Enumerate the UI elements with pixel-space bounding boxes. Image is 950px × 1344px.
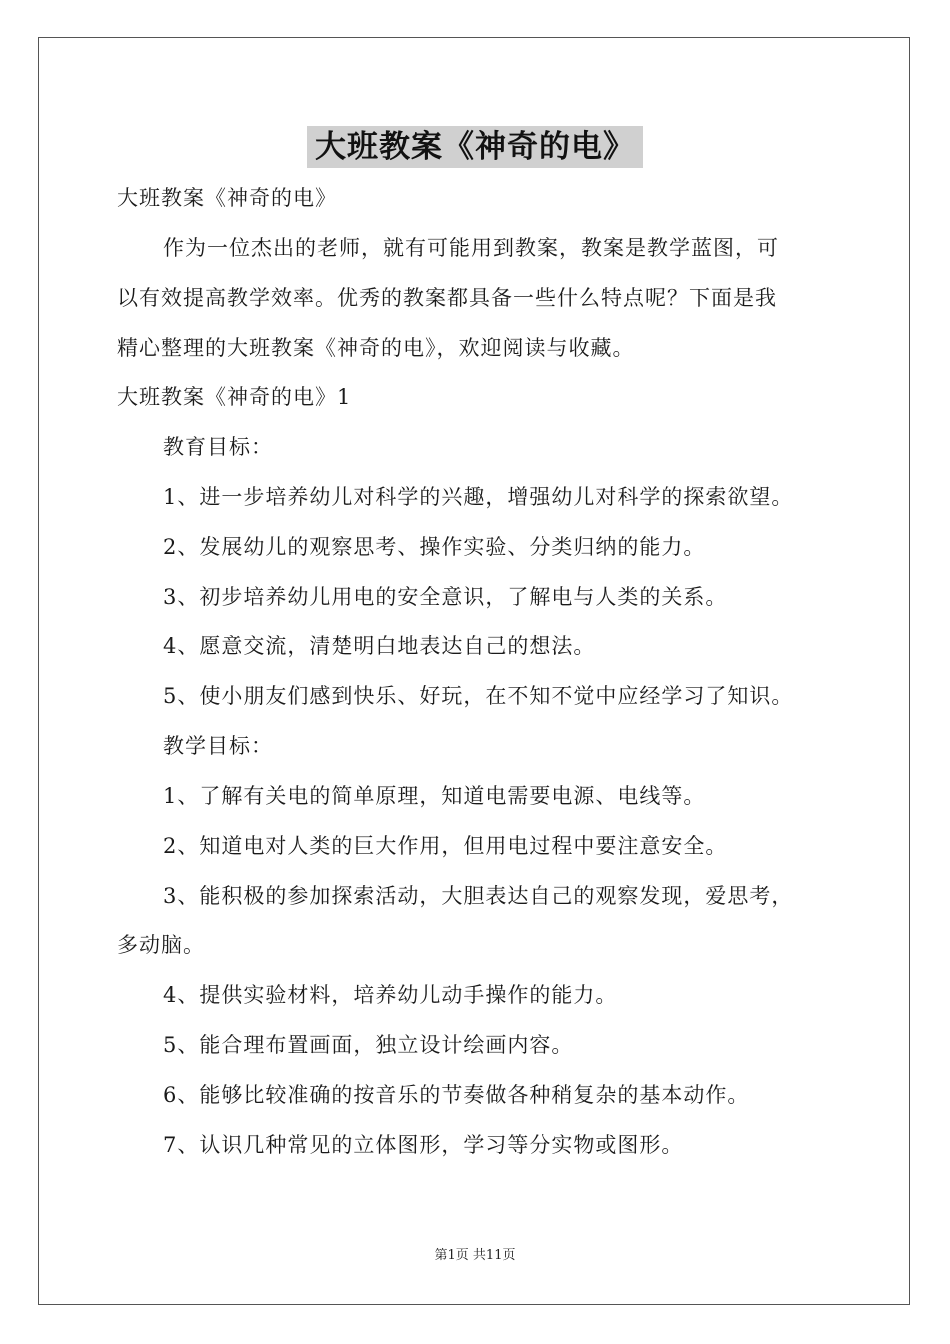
list-item: 1、了解有关电的简单原理，知道电需要电源、电线等。 xyxy=(163,784,706,808)
document-title: 大班教案《神奇的电》 xyxy=(307,126,643,168)
page-footer: 第1页 共11页 xyxy=(434,1248,516,1263)
list-item: 4、愿意交流，清楚明白地表达自己的想法。 xyxy=(163,634,596,658)
subsection-heading: 教育目标： xyxy=(163,435,273,459)
section-heading: 大班教案《神奇的电》1 xyxy=(117,385,352,409)
list-item: 6、能够比较准确的按音乐的节奏做各种稍复杂的基本动作。 xyxy=(163,1083,750,1107)
list-item: 5、能合理布置画面，独立设计绘画内容。 xyxy=(163,1033,574,1057)
intro-line: 以有效提高教学效率。优秀的教案都具备一些什么特点呢？下面是我 xyxy=(117,286,777,310)
list-item: 7、认识几种常见的立体图形，学习等分实物或图形。 xyxy=(163,1133,684,1157)
list-item: 4、提供实验材料，培养幼儿动手操作的能力。 xyxy=(163,983,618,1007)
list-item: 3、初步培养幼儿用电的安全意识，了解电与人类的关系。 xyxy=(163,585,728,609)
subsection-heading: 教学目标： xyxy=(163,734,273,758)
list-item: 3、能积极的参加探索活动，大胆表达自己的观察发现，爱思考， xyxy=(163,884,794,908)
intro-line: 精心整理的大班教案《神奇的电》，欢迎阅读与收藏。 xyxy=(117,336,635,360)
intro-line: 作为一位杰出的老师，就有可能用到教案，教案是教学蓝图，可 xyxy=(163,236,779,260)
list-item: 5、使小朋友们感到快乐、好玩，在不知不觉中应经学习了知识。 xyxy=(163,684,794,708)
list-item: 1、进一步培养幼儿对科学的兴趣，增强幼儿对科学的探索欲望。 xyxy=(163,485,794,509)
subtitle-line: 大班教案《神奇的电》 xyxy=(117,186,337,210)
list-item: 2、知道电对人类的巨大作用，但用电过程中要注意安全。 xyxy=(163,834,728,858)
list-item: 2、发展幼儿的观察思考、操作实验、分类归纳的能力。 xyxy=(163,535,706,559)
list-item-continuation: 多动脑。 xyxy=(117,933,205,957)
page-border xyxy=(38,37,910,1305)
title-container xyxy=(0,126,950,168)
